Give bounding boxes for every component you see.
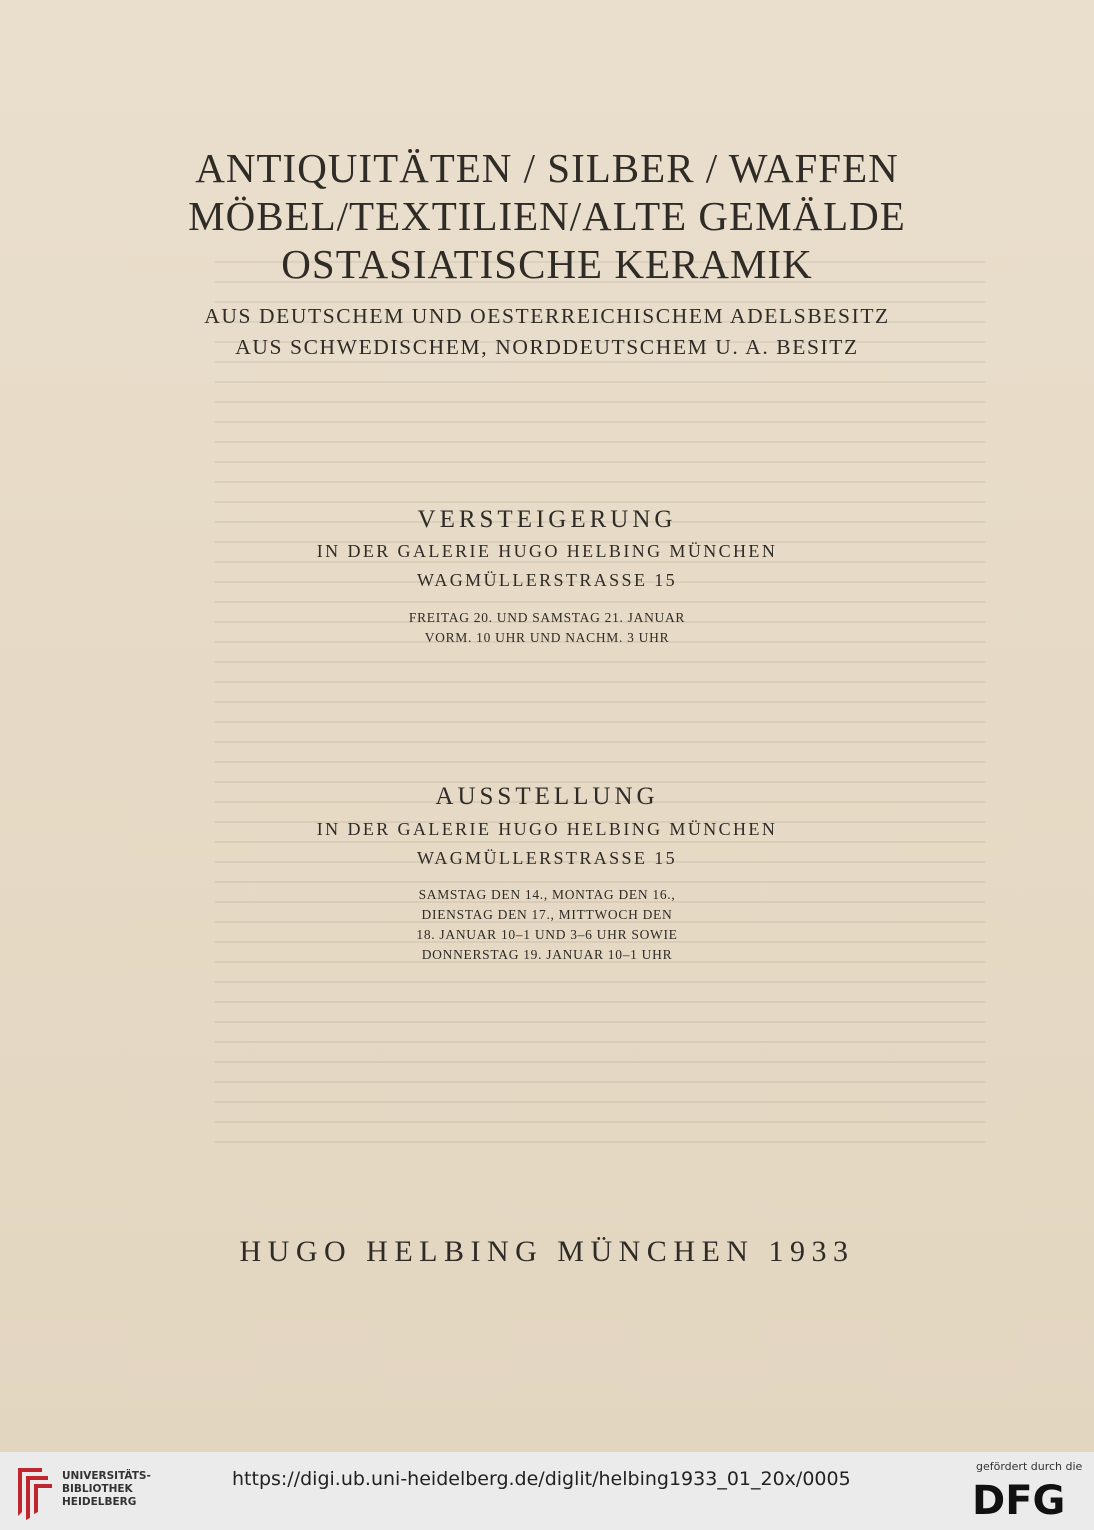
- auction-heading: VERSTEIGERUNG: [417, 506, 677, 533]
- dfg-logo: DFG: [972, 1478, 1066, 1524]
- exhibition-date-2: DIENSTAG DEN 17., MITTWOCH DEN: [421, 907, 673, 922]
- funding-caption: gefördert durch die: [976, 1460, 1083, 1473]
- university-library-logo-icon: [12, 1462, 54, 1522]
- auction-gallery: IN DER GALERIE HUGO HELBING MÜNCHEN: [316, 541, 778, 561]
- library-name: UNIVERSITÄTS- BIBLIOTHEK HEIDELBERG: [62, 1470, 151, 1508]
- auction-street: WAGMÜLLERSTRASSE 15: [416, 570, 678, 590]
- exhibition-street: WAGMÜLLERSTRASSE 15: [416, 848, 678, 868]
- auction-date-1: FREITAG 20. UND SAMSTAG 21. JANUAR: [408, 610, 686, 625]
- subtitle-line-2: AUS SCHWEDISCHEM, NORDDEUTSCHEM U. A. BESITZ: [235, 335, 859, 359]
- title-line-3: OSTASIATISCHE KERAMIK: [281, 241, 813, 287]
- viewer-footer-bar: [0, 1452, 1094, 1530]
- bleed-through-texture: [215, 250, 985, 1150]
- exhibition-date-1: SAMSTAG DEN 14., MONTAG DEN 16.,: [418, 887, 676, 902]
- publisher-footer: HUGO HELBING MÜNCHEN 1933: [239, 1235, 855, 1268]
- exhibition-date-4: DONNERSTAG 19. JANUAR 10–1 UHR: [421, 947, 673, 962]
- exhibition-gallery: IN DER GALERIE HUGO HELBING MÜNCHEN: [316, 819, 778, 839]
- title-line-2: MÖBEL/TEXTILIEN/ALTE GEMÄLDE: [188, 193, 906, 239]
- subtitle-line-1: AUS DEUTSCHEM UND OESTERREICHISCHEM ADELSBESITZ: [204, 304, 890, 328]
- auction-date-2: VORM. 10 UHR UND NACHM. 3 UHR: [424, 630, 670, 645]
- exhibition-heading: AUSSTELLUNG: [435, 783, 659, 810]
- title-line-1: ANTIQUITÄTEN / SILBER / WAFFEN: [195, 145, 899, 191]
- exhibition-date-3: 18. JANUAR 10–1 UND 3–6 UHR SOWIE: [416, 927, 678, 942]
- page-url-link[interactable]: https://digi.ub.uni-heidelberg.de/diglit/helbing1933_01_20x/0005: [232, 1468, 851, 1490]
